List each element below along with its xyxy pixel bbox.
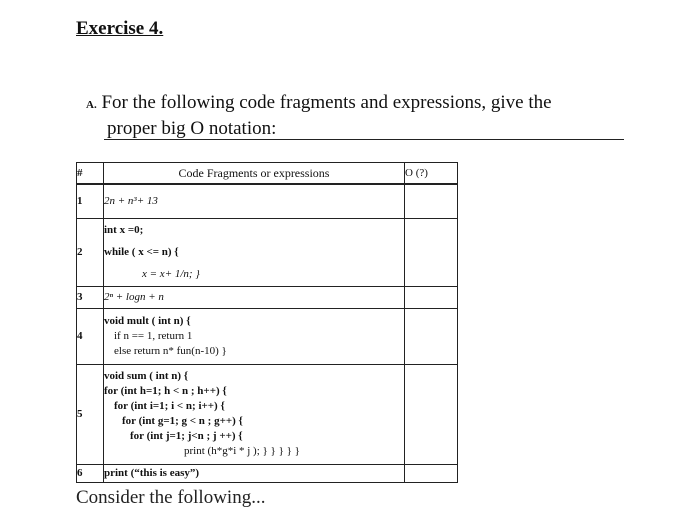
row-num: 3	[77, 286, 104, 308]
row-num: 6	[77, 464, 104, 482]
question-marker: A.	[86, 99, 97, 111]
code-line: while ( x <= n) {	[104, 245, 179, 258]
table-row	[77, 218, 458, 286]
header-code: Code Fragments or expressions	[104, 163, 405, 185]
answer-cell[interactable]	[405, 464, 458, 482]
code-line: for (int h=1; h < n ; h++) {	[104, 385, 227, 397]
code-line: 2n + n³+ 13	[104, 194, 158, 207]
code-line: print (h*g*i * j ); } } } } }	[184, 445, 300, 457]
row-code	[104, 308, 405, 364]
code-line: 2ⁿ + logn + n	[104, 290, 164, 303]
code-fragments-table	[76, 162, 458, 483]
row-num: 1	[77, 184, 104, 218]
answer-cell[interactable]	[405, 184, 458, 218]
answer-cell[interactable]	[405, 218, 458, 286]
code-line: void sum ( int n) {	[104, 370, 189, 382]
row-code	[104, 218, 405, 286]
table-row	[77, 286, 458, 308]
table-header-row	[77, 163, 458, 185]
code-line: else return n* fun(n-10) }	[114, 344, 227, 357]
answer-cell[interactable]	[405, 308, 458, 364]
row-code	[104, 184, 405, 218]
header-order: O (?)	[405, 163, 458, 185]
code-line: for (int j=1; j<n ; j ++) {	[130, 430, 243, 442]
table-row	[77, 308, 458, 364]
row-code	[104, 464, 405, 482]
answer-underline	[104, 139, 624, 140]
code-line: void mult ( int n) {	[104, 314, 191, 327]
row-num: 2	[77, 218, 104, 286]
code-line: x = x+ 1/n; }	[142, 267, 200, 280]
table-row	[77, 184, 458, 218]
row-code	[104, 286, 405, 308]
header-num: #	[77, 163, 104, 185]
code-line: int x =0;	[104, 223, 144, 236]
code-line: print (“this is easy”)	[104, 466, 200, 479]
row-code	[104, 364, 405, 464]
question-text	[86, 91, 626, 141]
code-line: for (int i=1; i < n; i++) {	[114, 400, 225, 412]
table-row	[77, 464, 458, 482]
table-row	[77, 364, 458, 464]
row-num: 4	[77, 308, 104, 364]
cutoff-text: Consider the following...	[76, 487, 266, 508]
answer-cell[interactable]	[405, 364, 458, 464]
answer-cell[interactable]	[405, 286, 458, 308]
exercise-title: Exercise 4.	[76, 18, 164, 39]
code-line: if n == 1, return 1	[114, 329, 193, 342]
question-line-2: proper big O notation:	[107, 118, 277, 139]
question-line-1: For the following code fragments and expressions, give the	[101, 92, 552, 113]
code-line: for (int g=1; g < n ; g++) {	[122, 415, 243, 427]
row-num: 5	[77, 364, 104, 464]
